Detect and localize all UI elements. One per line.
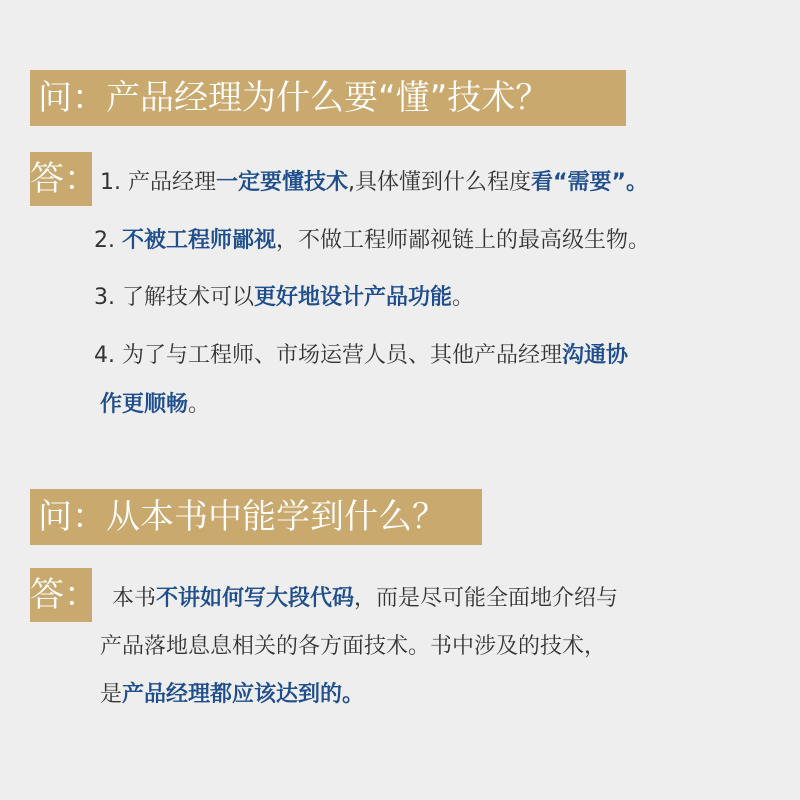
item-highlight: 沟通协 <box>562 343 629 368</box>
paragraph-highlight: 不讲如何写大段代码 <box>156 586 355 611</box>
item-number: 4. <box>94 343 115 368</box>
item-number: 2. <box>94 228 115 253</box>
answer-item-4-continued <box>100 390 210 420</box>
answer-item-2 <box>94 226 650 256</box>
item-text: ，不做工程师鄙视链上的最高级生物。 <box>276 228 651 253</box>
item-text: 。 <box>625 170 648 195</box>
paragraph-text: 本书 <box>112 586 157 611</box>
item-number: 3. <box>94 285 115 310</box>
answer-paragraph-line-3 <box>100 680 364 710</box>
item-text: 了解技术可以 <box>122 285 255 310</box>
item-text: 。 <box>452 285 475 310</box>
paragraph-text: 是 <box>100 682 123 707</box>
question-banner-1: 问：产品经理为什么要“懂”技术？ <box>30 70 626 126</box>
item-highlight: 看“需要” <box>531 170 626 195</box>
paragraph-highlight: 产品经理都应该达到的 <box>122 682 343 707</box>
item-text: 。 <box>188 392 211 417</box>
paragraph-text: 产品落地息息相关的各方面技术。书中涉及的技术， <box>100 634 607 659</box>
answer-tag-1: 答： <box>30 152 92 206</box>
paragraph-text: 。 <box>342 682 365 707</box>
item-highlight: 更好地设计产品功能 <box>254 285 453 310</box>
answer-paragraph-line-2 <box>100 632 606 662</box>
answer-item-3 <box>94 283 474 313</box>
item-highlight: 作更顺畅 <box>100 392 189 417</box>
item-highlight: 一定要懂技术 <box>216 170 349 195</box>
item-text: 为了与工程师、市场运营人员、其他产品经理 <box>122 343 563 368</box>
item-text: 产品经理 <box>128 170 217 195</box>
item-number: 1. <box>100 170 121 195</box>
answer-item-1 <box>100 168 648 198</box>
answer-item-4 <box>94 341 628 371</box>
answer-paragraph-line-1 <box>112 584 618 614</box>
answer-tag-2: 答： <box>30 568 92 622</box>
item-highlight: 不被工程师鄙视 <box>122 228 277 253</box>
paragraph-text: ，而是尽可能全面地介绍与 <box>354 586 619 611</box>
question-banner-2: 问：从本书中能学到什么？ <box>30 489 482 545</box>
item-text: ,具体懂到什么程度 <box>348 170 532 195</box>
